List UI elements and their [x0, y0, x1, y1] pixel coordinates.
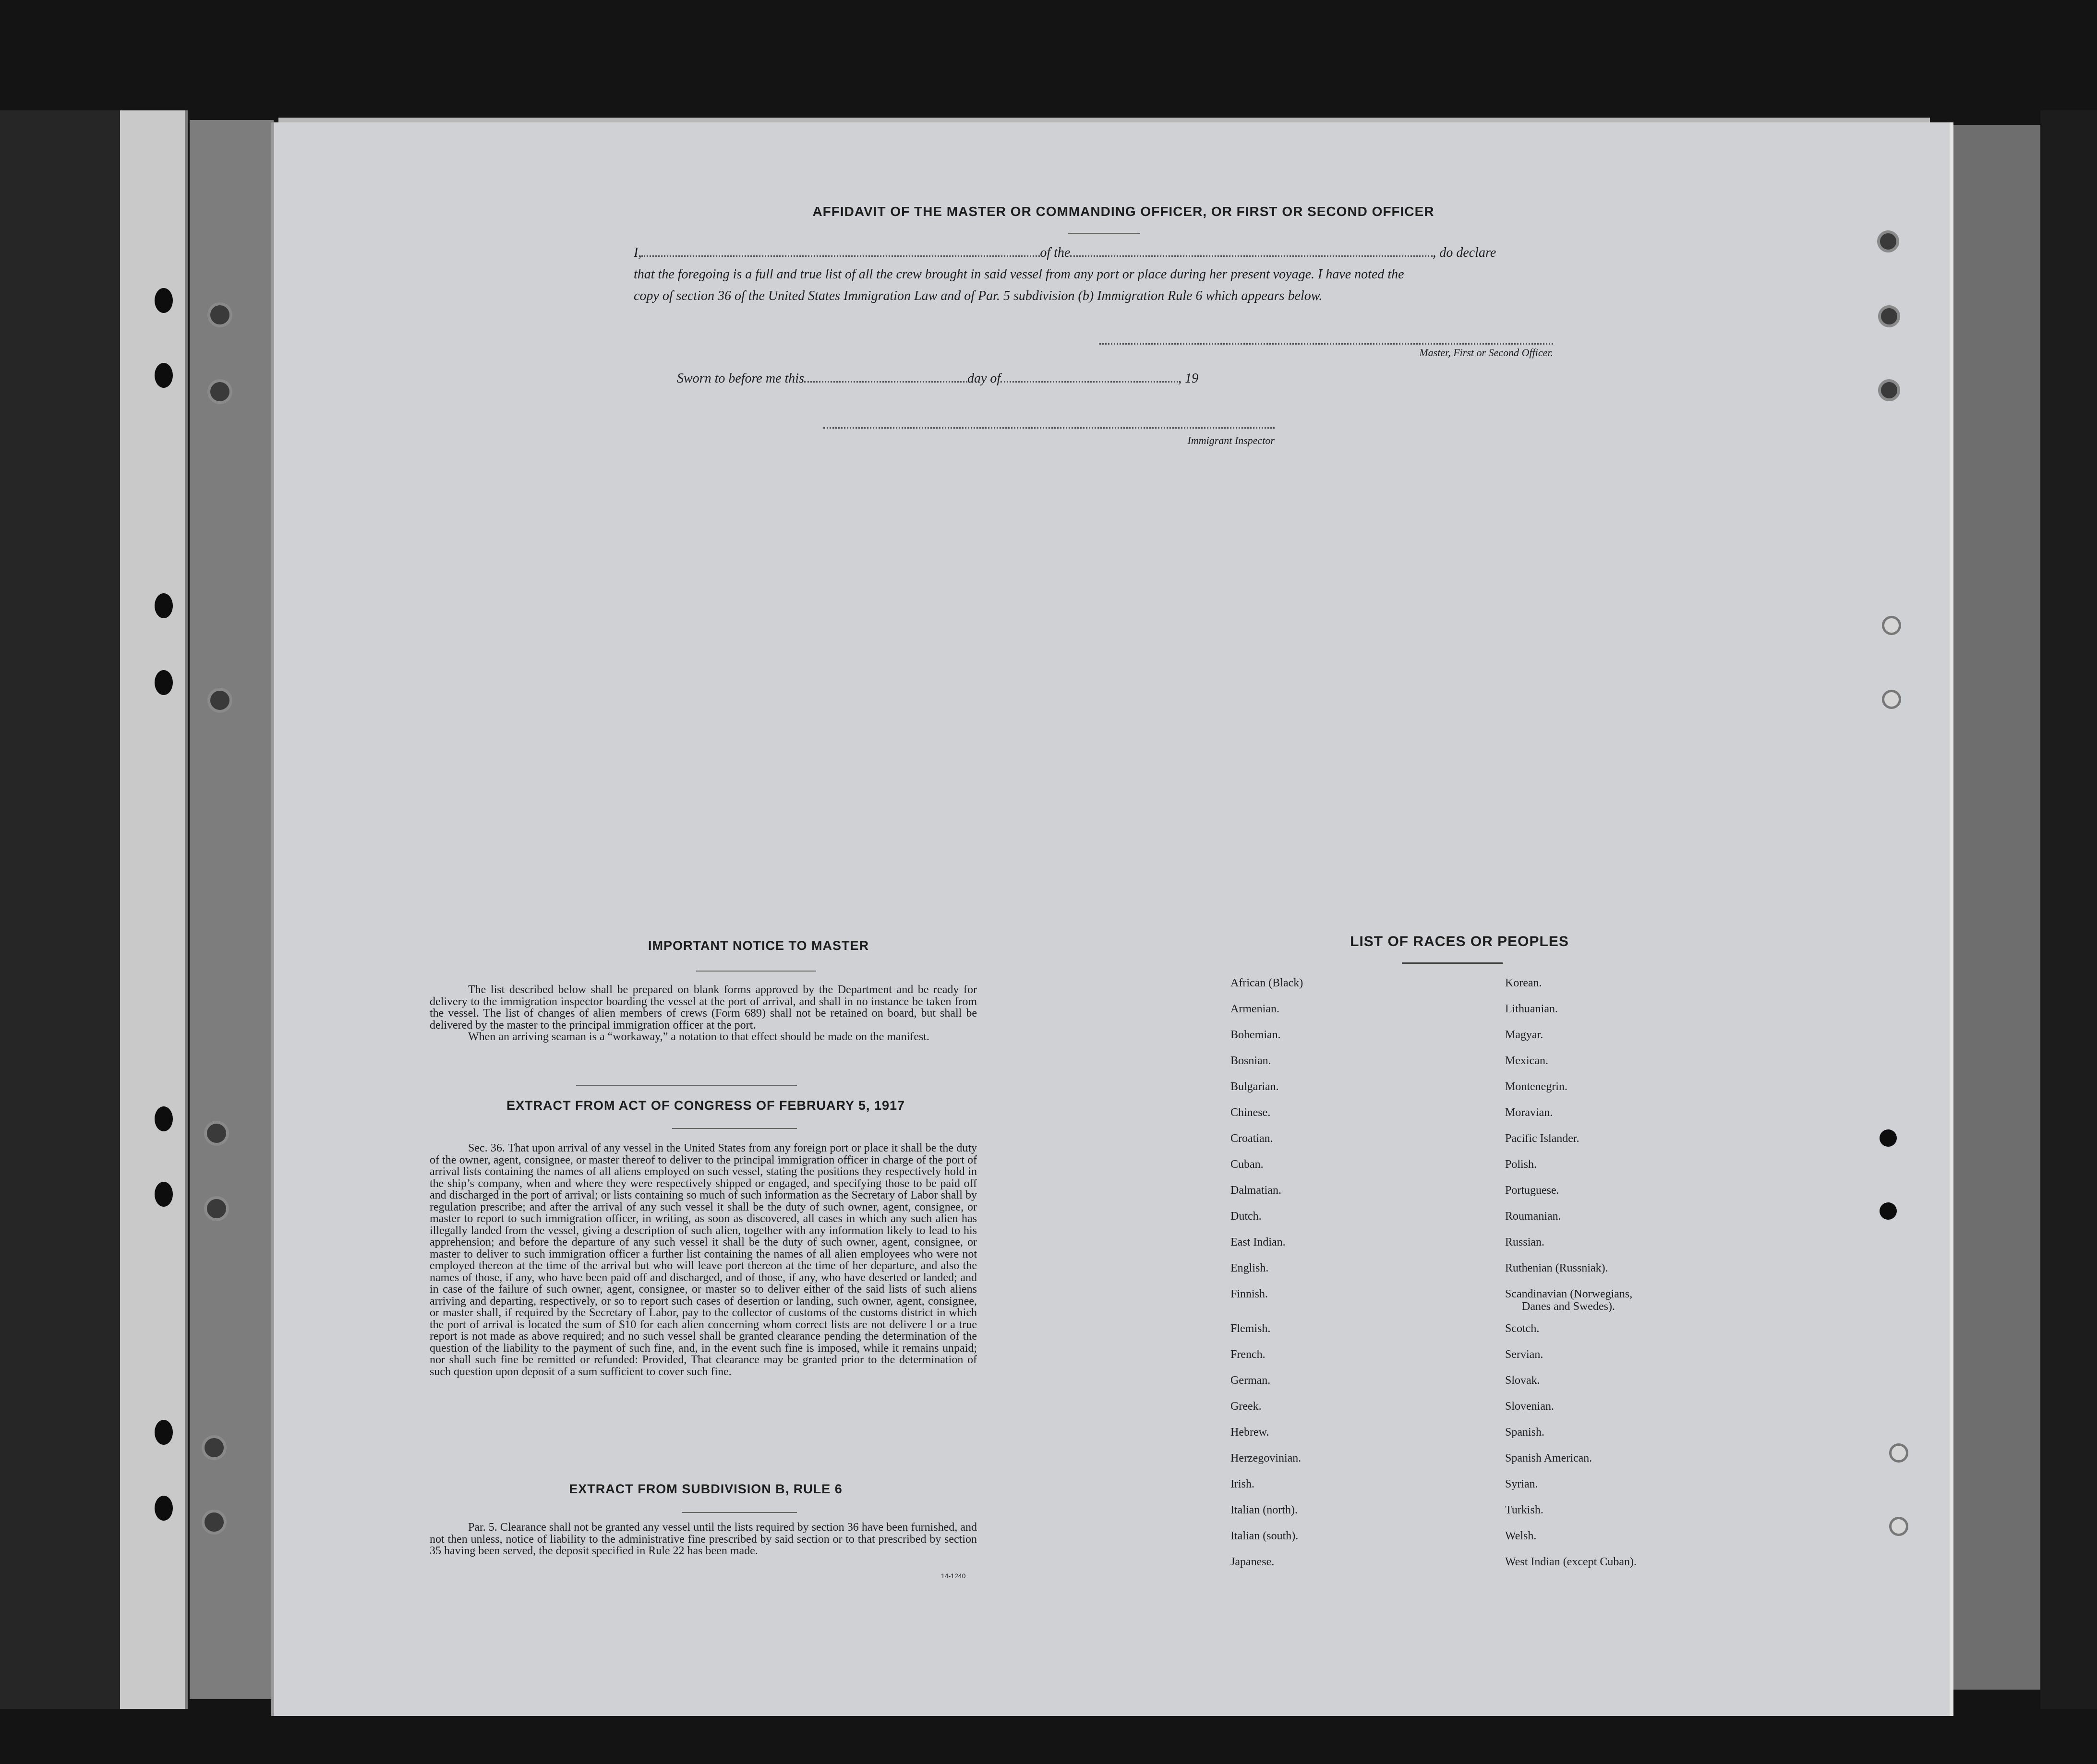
race-item: Mexican. [1505, 1055, 1548, 1067]
race-item: Armenian. [1230, 1003, 1279, 1015]
punch-hole [155, 593, 173, 618]
race-item: Magyar. [1505, 1029, 1543, 1041]
rule-6-text [430, 1522, 977, 1557]
scan-border-left [0, 110, 125, 1709]
race-item: Servian. [1505, 1348, 1543, 1361]
race-item: Polish. [1505, 1158, 1537, 1171]
race-item: Scandinavian (Norwegians, [1505, 1288, 1633, 1300]
race-item: German. [1230, 1374, 1271, 1387]
notice-underline [696, 971, 816, 972]
extract-act-title: EXTRACT FROM ACT OF CONGRESS OF FEBRUARY 5, 1917 [506, 1098, 905, 1113]
punch-hole [155, 363, 173, 388]
race-item: Bohemian. [1230, 1029, 1281, 1041]
race-item: Chinese. [1230, 1106, 1271, 1119]
punch-hole [155, 1496, 173, 1521]
punch-hole [1880, 1202, 1897, 1220]
officer-name-field[interactable] [641, 255, 1040, 257]
sworn-label: Sworn to before me this [677, 371, 804, 386]
section-36-paragraph: Sec. 36. That upon arrival of any vessel in the United States from any foreign port or place it shall be the duty of the owner, agent, consignee, or master thereof to deliver to the principal immigration officer in charge of the port of arrival lists containing the names of all aliens employed on such vessel, stating the positions they respectively hold in the ship’s company, when and where they were respectively shipped or engaged, and specifying those to be paid off and discharged in the port of arrival; or lists containing so much of such information as the Secretary of Labor shall by regulation prescribe; and after the arrival of any such vessel it shall be the duty of such owner, agent, consignee, or master to report to such immigration officer, in writing, as soon as discovered, all cases in which any such alien has illegally landed from the vessel, giving a description of such alien, together with any information likely to lead to his apprehension; and before the departure of any such vessel it shall be the duty of such owner, agent, consignee, or master to deliver to such immigration officer a further list containing the names of all alien employees who were not employed thereon at the time of the arrival but who will leave port thereon at the time of her departure, and also the names of those, if any, who have been paid off and discharged, and of those, if any, who have deserted or landed; and in case of the failure of such owner, agent, consignee, or master so to deliver either of the said lists of such aliens arriving and departing, respectively, or so to report such cases of desertion or landing, such owner, agent, consignee, or master shall, if required by the Secretary of Labor, pay to the collector of customs of the customs district in which the port of arrival is located the sum of $10 for each alien concerning whom correct lists are not delivere l or a true report is not made as above required; and no such vessel shall be granted clearance pending the determination of the question of the liability to the payment of such fine, and, in the event such fine is imposed, while it remains unpaid; nor shall such fine be remitted or refunded: Provided, That clearance may be granted prior to the determination of such question upon deposit of a sum sufficient to cover such fine. [430, 1142, 977, 1378]
affidavit-text-line: that the foregoing is a full and true list of all the crew brought in said vessel from any port or place during her present voyage. I have noted the [634, 267, 1404, 282]
race-item: Welsh. [1505, 1530, 1537, 1542]
punch-hole [155, 1182, 173, 1207]
extract-rule-title: EXTRACT FROM SUBDIVISION B, RULE 6 [569, 1482, 843, 1496]
notice-paragraph: The list described below shall be prepared on blank forms approved by the Department and be ready for delivery to the immigration inspector boarding the vessel at the port of arrival, and shall in no instance be taken from the vessel. The list of changes of alien members of crews (Form 689) shall not be retained on board, but shall be delivered by the master to the principal immigration officer at the port. [430, 984, 977, 1032]
races-title-underline [1402, 962, 1503, 964]
punch-hole [207, 302, 232, 327]
day-of-label: day of [967, 371, 1001, 386]
race-item: Japanese. [1230, 1556, 1275, 1568]
year-label: , 19 [1178, 371, 1199, 386]
vessel-name-field[interactable] [1070, 255, 1433, 257]
race-item: Dalmatian. [1230, 1184, 1281, 1197]
race-item: Irish. [1230, 1478, 1254, 1490]
race-item: Finnish. [1230, 1288, 1268, 1300]
race-item: Italian (north). [1230, 1504, 1298, 1516]
race-item: Slovenian. [1505, 1400, 1554, 1413]
affidavit-title: AFFIDAVIT OF THE MASTER OR COMMANDING OFFICER, OR FIRST OR SECOND OFFICER [812, 204, 1434, 219]
races-list-title: LIST OF RACES OR PEOPLES [1350, 934, 1569, 949]
underlying-page-edge-right [1940, 125, 2040, 1690]
race-item: Montenegrin. [1505, 1080, 1567, 1093]
punch-hole [155, 288, 173, 313]
punch-hole [1878, 379, 1900, 401]
race-item: African (Black) [1230, 977, 1303, 989]
race-item: Roumanian. [1505, 1210, 1561, 1223]
section-underline [672, 1128, 797, 1129]
race-item: Korean. [1505, 977, 1542, 989]
form-number: 14-1240 [941, 1572, 966, 1580]
punch-hole [1889, 1517, 1908, 1536]
punch-hole [204, 1121, 229, 1146]
title-underline [1068, 233, 1140, 234]
race-item: Hebrew. [1230, 1426, 1269, 1439]
race-item: Danes and Swedes). [1522, 1300, 1615, 1313]
punch-hole [202, 1510, 227, 1535]
race-item: Herzegovinian. [1230, 1452, 1302, 1464]
race-item: Greek. [1230, 1400, 1262, 1413]
race-item: Turkish. [1505, 1504, 1543, 1516]
scan-border-right [2040, 110, 2097, 1709]
punch-hole [207, 379, 232, 404]
race-item: Lithuanian. [1505, 1003, 1558, 1015]
race-item: East Indian. [1230, 1236, 1286, 1248]
race-item: Russian. [1505, 1236, 1545, 1248]
punch-hole [1882, 690, 1901, 709]
race-item: Bulgarian. [1230, 1080, 1279, 1093]
affidavit-do-declare-label: , do declare [1433, 245, 1496, 260]
affidavit-i-label: I, [634, 245, 642, 260]
notice-paragraph: When an arriving seaman is a “workaway,” a notation to that effect should be made on the manifest. [468, 1031, 929, 1043]
race-item: Portuguese. [1505, 1184, 1559, 1197]
race-item: Cuban. [1230, 1158, 1264, 1171]
section-36-text [430, 1142, 977, 1378]
punch-hole [155, 1106, 173, 1131]
underlying-page-edge-left [190, 120, 274, 1699]
race-item: Scotch. [1505, 1322, 1540, 1335]
master-signature-field[interactable] [1099, 343, 1553, 345]
race-item: Spanish. [1505, 1426, 1545, 1439]
notice-text [430, 984, 977, 1043]
inspector-signature-label: Immigrant Inspector [1187, 434, 1275, 446]
notice-title: IMPORTANT NOTICE TO MASTER [648, 938, 869, 953]
punch-hole [207, 688, 232, 713]
race-item: Syrian. [1505, 1478, 1538, 1490]
punch-hole [202, 1435, 227, 1460]
inspector-signature-field[interactable] [823, 427, 1275, 429]
race-item: Flemish. [1230, 1322, 1271, 1335]
race-item: Ruthenian (Russniak). [1505, 1262, 1608, 1274]
race-item: Italian (south). [1230, 1530, 1299, 1542]
affidavit-declaration-line [634, 242, 1555, 264]
manifest-page [271, 122, 1953, 1716]
punch-hole [1877, 230, 1899, 252]
punch-hole [204, 1196, 229, 1221]
punch-hole [155, 1420, 173, 1445]
punch-hole [1889, 1443, 1908, 1463]
punch-hole [1878, 305, 1900, 327]
punch-hole [1880, 1129, 1897, 1147]
race-item: Croatian. [1230, 1132, 1273, 1145]
rule-6-paragraph: Par. 5. Clearance shall not be granted any vessel until the lists required by section 36 have been furnished, and not then unless, notice of liability to the administrative fine prescribed by said section or to that prescribed by section 35 having been served, the deposit specified in Rule 22 has been made. [430, 1521, 977, 1557]
race-item: Spanish American. [1505, 1452, 1592, 1464]
section-divider [576, 1085, 797, 1086]
affidavit-text-line: copy of section 36 of the United States Immigration Law and of Par. 5 subdivision (b) Immigration Rule 6 which appears below. [634, 288, 1323, 303]
sworn-line [677, 371, 1253, 386]
race-item: Moravian. [1505, 1106, 1553, 1119]
race-item: Slovak. [1505, 1374, 1540, 1387]
sworn-day-field[interactable] [804, 381, 967, 383]
race-item: English. [1230, 1262, 1269, 1274]
affidavit-of-the-label: of the [1040, 245, 1071, 260]
race-item: Pacific Islander. [1505, 1132, 1579, 1145]
race-item: Bosnian. [1230, 1055, 1271, 1067]
race-item: French. [1230, 1348, 1265, 1361]
section-underline [682, 1512, 797, 1513]
race-item: West Indian (except Cuban). [1505, 1556, 1637, 1568]
sworn-month-field[interactable] [1000, 381, 1178, 383]
punch-hole [1882, 616, 1901, 635]
master-signature-label: Master, First or Second Officer. [1419, 347, 1553, 359]
race-item: Dutch. [1230, 1210, 1262, 1223]
punch-hole [155, 670, 173, 695]
binder-strip [120, 110, 188, 1709]
